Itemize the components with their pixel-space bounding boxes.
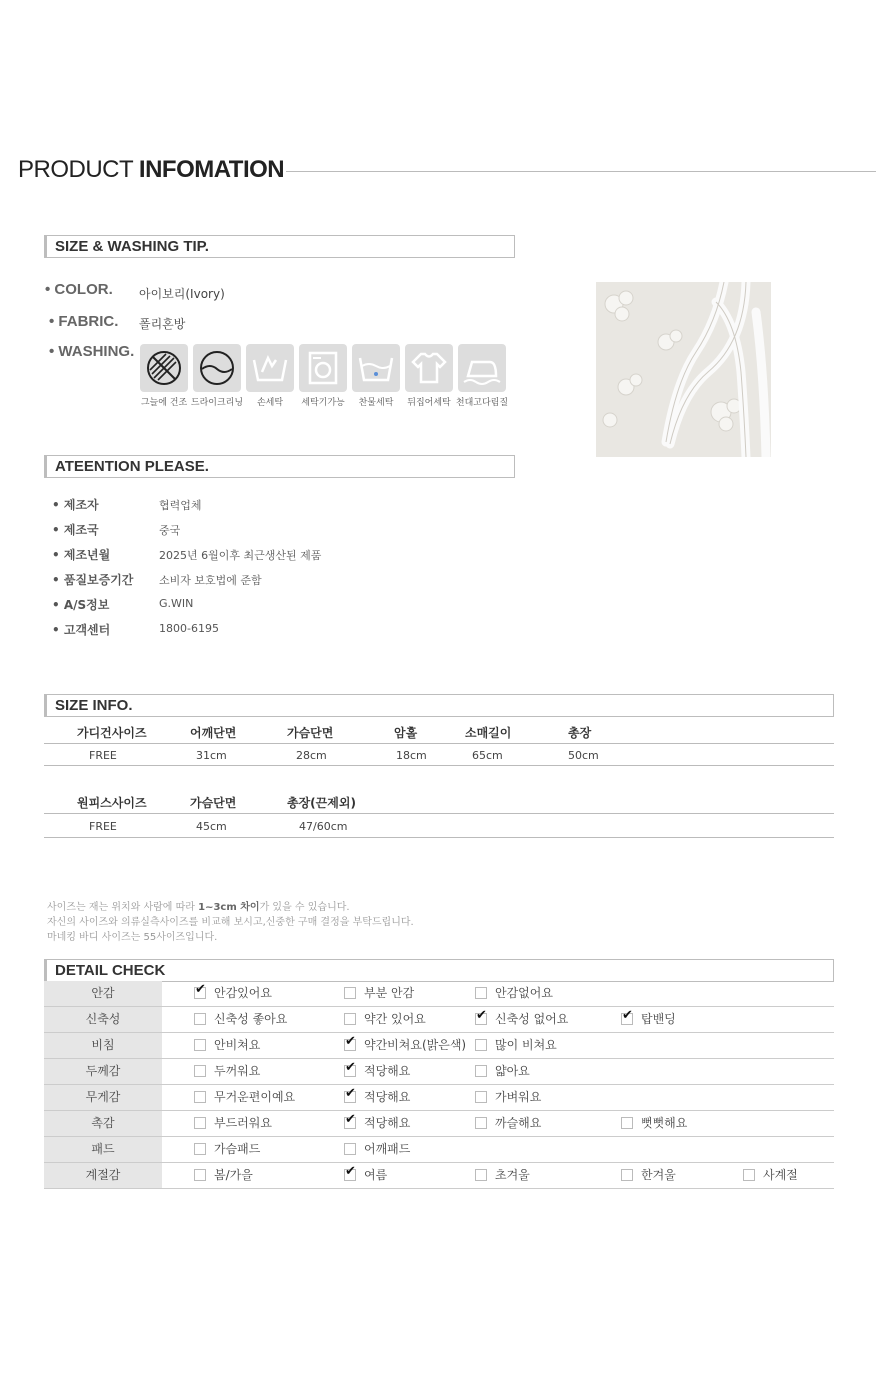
detail-check-row <box>44 1137 834 1163</box>
detail-check-label: 안감 <box>44 981 162 1006</box>
title-light: PRODUCT <box>18 156 139 183</box>
checkbox-unchecked[interactable] <box>475 1065 487 1077</box>
detail-check-option[interactable] <box>621 1007 676 1032</box>
detail-check-option[interactable] <box>475 1059 530 1084</box>
checkbox-checked[interactable] <box>344 1117 356 1129</box>
attention-value: 중국 <box>159 524 181 537</box>
detail-check-option[interactable] <box>194 1059 260 1084</box>
detail-check-option-label: 어깨패드 <box>364 1142 411 1156</box>
detail-check-label: 두께감 <box>44 1059 162 1084</box>
detail-check-option[interactable] <box>344 1137 410 1162</box>
checkbox-unchecked[interactable] <box>194 1065 206 1077</box>
detail-check-option-label: 많이 비쳐요 <box>495 1038 557 1052</box>
detail-check-option[interactable] <box>194 981 272 1006</box>
wash-caption: 세탁기가능 <box>301 398 345 408</box>
color-value: 아이보리(Ivory) <box>139 287 225 301</box>
checkbox-checked[interactable] <box>475 1013 487 1025</box>
detail-check-option[interactable] <box>194 1085 295 1110</box>
detail-check-label: 무게감 <box>44 1085 162 1110</box>
detail-check-option[interactable] <box>475 1007 568 1032</box>
detail-check-option[interactable] <box>344 1033 466 1058</box>
wash-caption: 그늘에 건조 <box>140 398 188 408</box>
detail-check-option-label: 신축성 없어요 <box>495 1012 569 1026</box>
checkbox-unchecked[interactable] <box>344 987 356 999</box>
detail-check-heading: DETAIL CHECK <box>44 959 834 982</box>
table-cell: 50cm <box>568 749 599 762</box>
attention-value: G.WIN <box>159 597 194 610</box>
detail-check-option[interactable] <box>344 1111 410 1136</box>
checkbox-checked[interactable] <box>344 1065 356 1077</box>
detail-check-option-label: 사계절 <box>763 1168 798 1182</box>
checkbox-unchecked[interactable] <box>194 1039 206 1051</box>
detail-check-option[interactable] <box>475 1111 541 1136</box>
title-divider <box>286 171 876 172</box>
checkbox-unchecked[interactable] <box>621 1169 633 1181</box>
detail-check-label: 촉감 <box>44 1111 162 1136</box>
detail-check-option[interactable] <box>194 1033 260 1058</box>
checkbox-checked[interactable] <box>344 1039 356 1051</box>
detail-check-option[interactable] <box>621 1163 676 1188</box>
size-washing-heading: SIZE & WASHING TIP. <box>44 235 515 258</box>
detail-check-option[interactable] <box>344 981 414 1006</box>
size-note-2: 자신의 사이즈와 의류실측사이즈를 비교해 보시고,신중한 구매 결정을 부탁드립니다. <box>47 917 414 928</box>
checkbox-unchecked[interactable] <box>475 1091 487 1103</box>
table-header: 총장 <box>568 726 592 740</box>
table-cell: 65cm <box>472 749 503 762</box>
checkbox-unchecked[interactable] <box>194 1013 206 1025</box>
detail-check-row <box>44 1059 834 1085</box>
dry-clean-icon <box>193 344 241 392</box>
wash-caption: 찬물세탁 <box>358 398 394 408</box>
attention-value: 소비자 보호법에 준함 <box>159 574 262 587</box>
checkbox-unchecked[interactable] <box>194 1091 206 1103</box>
detail-check-option-label: 적당해요 <box>364 1116 411 1130</box>
color-label: • COLOR. <box>45 281 113 298</box>
detail-check-option[interactable] <box>344 1007 426 1032</box>
machine-wash-icon <box>299 344 347 392</box>
checkbox-checked[interactable] <box>344 1169 356 1181</box>
checkbox-checked[interactable] <box>194 987 206 999</box>
attention-value: 2025년 6월이후 최근생산된 제품 <box>159 549 322 562</box>
washing-label: • WASHING. <box>49 343 135 360</box>
attention-heading: ATEENTION PLEASE. <box>44 455 515 478</box>
attention-label: • A/S정보 <box>52 598 110 612</box>
checkbox-unchecked[interactable] <box>475 1117 487 1129</box>
attention-label: • 품질보증기간 <box>52 573 134 587</box>
table-cell: 18cm <box>396 749 427 762</box>
table-header: 소매길이 <box>465 726 512 740</box>
wash-caption: 드라이크리닝 <box>190 398 244 408</box>
table-header: 어깨단면 <box>190 726 237 740</box>
detail-check-option[interactable] <box>475 981 553 1006</box>
hand-wash-icon <box>246 344 294 392</box>
detail-check-option-label: 뻣뻣해요 <box>641 1116 688 1130</box>
detail-check-option-label: 가벼워요 <box>495 1090 542 1104</box>
attention-label: • 제조자 <box>52 498 99 512</box>
detail-check-option-label: 두꺼워요 <box>214 1064 261 1078</box>
detail-check-option-label: 여름 <box>364 1168 388 1182</box>
table-header: 가디건사이즈 <box>77 726 147 740</box>
checkbox-unchecked[interactable] <box>475 1039 487 1051</box>
detail-check-option-label: 까슬해요 <box>495 1116 542 1130</box>
detail-check-option[interactable] <box>194 1007 287 1032</box>
fabric-value: 폴리혼방 <box>139 317 186 331</box>
table-header: 총장(끈제외) <box>287 796 356 810</box>
checkbox-checked[interactable] <box>344 1091 356 1103</box>
detail-check-option-label: 안감있어요 <box>214 986 272 1000</box>
wash-caption: 손세탁 <box>256 398 284 408</box>
shade-dry-icon <box>140 344 188 392</box>
detail-check-option-label: 봄/가을 <box>214 1168 253 1182</box>
table-divider <box>44 837 834 838</box>
detail-check-option-label: 한겨울 <box>641 1168 676 1182</box>
detail-check-option[interactable] <box>344 1085 410 1110</box>
detail-check-row <box>44 981 834 1007</box>
detail-check-option[interactable] <box>344 1163 387 1188</box>
wash-caption: 천대고다림질 <box>455 398 509 408</box>
checkbox-unchecked[interactable] <box>344 1013 356 1025</box>
detail-check-row <box>44 1163 834 1189</box>
attention-value: 1800-6195 <box>159 622 219 635</box>
size-note-1 <box>47 898 350 913</box>
detail-check-option[interactable] <box>621 1111 687 1136</box>
page-title <box>18 156 284 184</box>
product-photo <box>596 282 771 457</box>
detail-check-option-label: 약간 있어요 <box>364 1012 426 1026</box>
checkbox-unchecked[interactable] <box>194 1169 206 1181</box>
detail-check-row <box>44 1033 834 1059</box>
checkbox-unchecked[interactable] <box>194 1117 206 1129</box>
table-divider <box>44 743 834 744</box>
fabric-label: • FABRIC. <box>49 313 119 330</box>
detail-check-option-label: 부드러워요 <box>214 1116 272 1130</box>
note-text: 가 있을 수 있습니다. <box>259 902 350 913</box>
detail-check-option-label: 얇아요 <box>495 1064 530 1078</box>
size-note-3: 마네킹 바디 사이즈는 55사이즈입니다. <box>47 932 218 943</box>
checkbox-unchecked[interactable] <box>475 987 487 999</box>
wash-caption: 뒤집어세탁 <box>407 398 451 408</box>
checkbox-checked[interactable] <box>621 1013 633 1025</box>
detail-check-row <box>44 1085 834 1111</box>
detail-check-option[interactable] <box>194 1137 260 1162</box>
detail-check-option-label: 초겨울 <box>495 1168 530 1182</box>
detail-check-option-label: 적당해요 <box>364 1090 411 1104</box>
attention-label: • 제조년월 <box>52 548 111 562</box>
table-header: 암홀 <box>394 726 418 740</box>
detail-check-option-label: 신축성 좋아요 <box>214 1012 288 1026</box>
detail-check-option[interactable] <box>344 1059 410 1084</box>
table-cell: FREE <box>89 820 117 833</box>
detail-check-option-label: 가슴패드 <box>214 1142 261 1156</box>
detail-check-label: 비침 <box>44 1033 162 1058</box>
checkbox-unchecked[interactable] <box>194 1143 206 1155</box>
table-header: 원피스사이즈 <box>77 796 147 810</box>
title-bold: INFOMATION <box>138 156 285 183</box>
detail-check-option[interactable] <box>194 1163 253 1188</box>
detail-check-option[interactable] <box>475 1085 541 1110</box>
table-header: 가슴단면 <box>190 796 237 810</box>
detail-check-option-label: 무거운편이예요 <box>214 1090 296 1104</box>
inside-out-wash-icon <box>405 344 453 392</box>
cold-wash-icon <box>352 344 400 392</box>
checkbox-unchecked[interactable] <box>475 1169 487 1181</box>
detail-check-label: 패드 <box>44 1137 162 1162</box>
detail-check-option-label: 적당해요 <box>364 1064 411 1078</box>
attention-value: 협력업체 <box>159 499 202 512</box>
size-info-heading: SIZE INFO. <box>44 694 834 717</box>
note-bold: 1~3cm 차이 <box>198 902 260 913</box>
detail-check-option-label: 탑밴딩 <box>641 1012 676 1026</box>
detail-check-option[interactable] <box>194 1111 272 1136</box>
attention-label: • 제조국 <box>52 523 99 537</box>
attention-label: • 고객센터 <box>52 623 111 637</box>
table-divider <box>44 765 834 766</box>
note-text: 사이즈는 재는 위치와 사람에 따라 <box>47 902 199 913</box>
detail-check-label: 신축성 <box>44 1007 162 1032</box>
detail-check-option-label: 안감없어요 <box>495 986 553 1000</box>
table-cell: 28cm <box>296 749 327 762</box>
detail-check-label: 계절감 <box>44 1163 162 1188</box>
table-divider <box>44 813 834 814</box>
table-cell: 47/60cm <box>299 820 348 833</box>
detail-check-option-label: 약간비쳐요(밝은색) <box>364 1038 467 1052</box>
checkbox-unchecked[interactable] <box>344 1143 356 1155</box>
checkbox-unchecked[interactable] <box>621 1117 633 1129</box>
checkbox-unchecked[interactable] <box>743 1169 755 1181</box>
table-header: 가슴단면 <box>287 726 334 740</box>
detail-check-row <box>44 1007 834 1033</box>
detail-check-option[interactable] <box>743 1163 798 1188</box>
detail-check-option-label: 부분 안감 <box>364 986 415 1000</box>
table-cell: 45cm <box>196 820 227 833</box>
table-cell: FREE <box>89 749 117 762</box>
table-cell: 31cm <box>196 749 227 762</box>
detail-check-row <box>44 1111 834 1137</box>
detail-check-option-label: 안비쳐요 <box>214 1038 261 1052</box>
detail-check-option[interactable] <box>475 1033 557 1058</box>
ironing-icon <box>458 344 506 392</box>
detail-check-option[interactable] <box>475 1163 530 1188</box>
